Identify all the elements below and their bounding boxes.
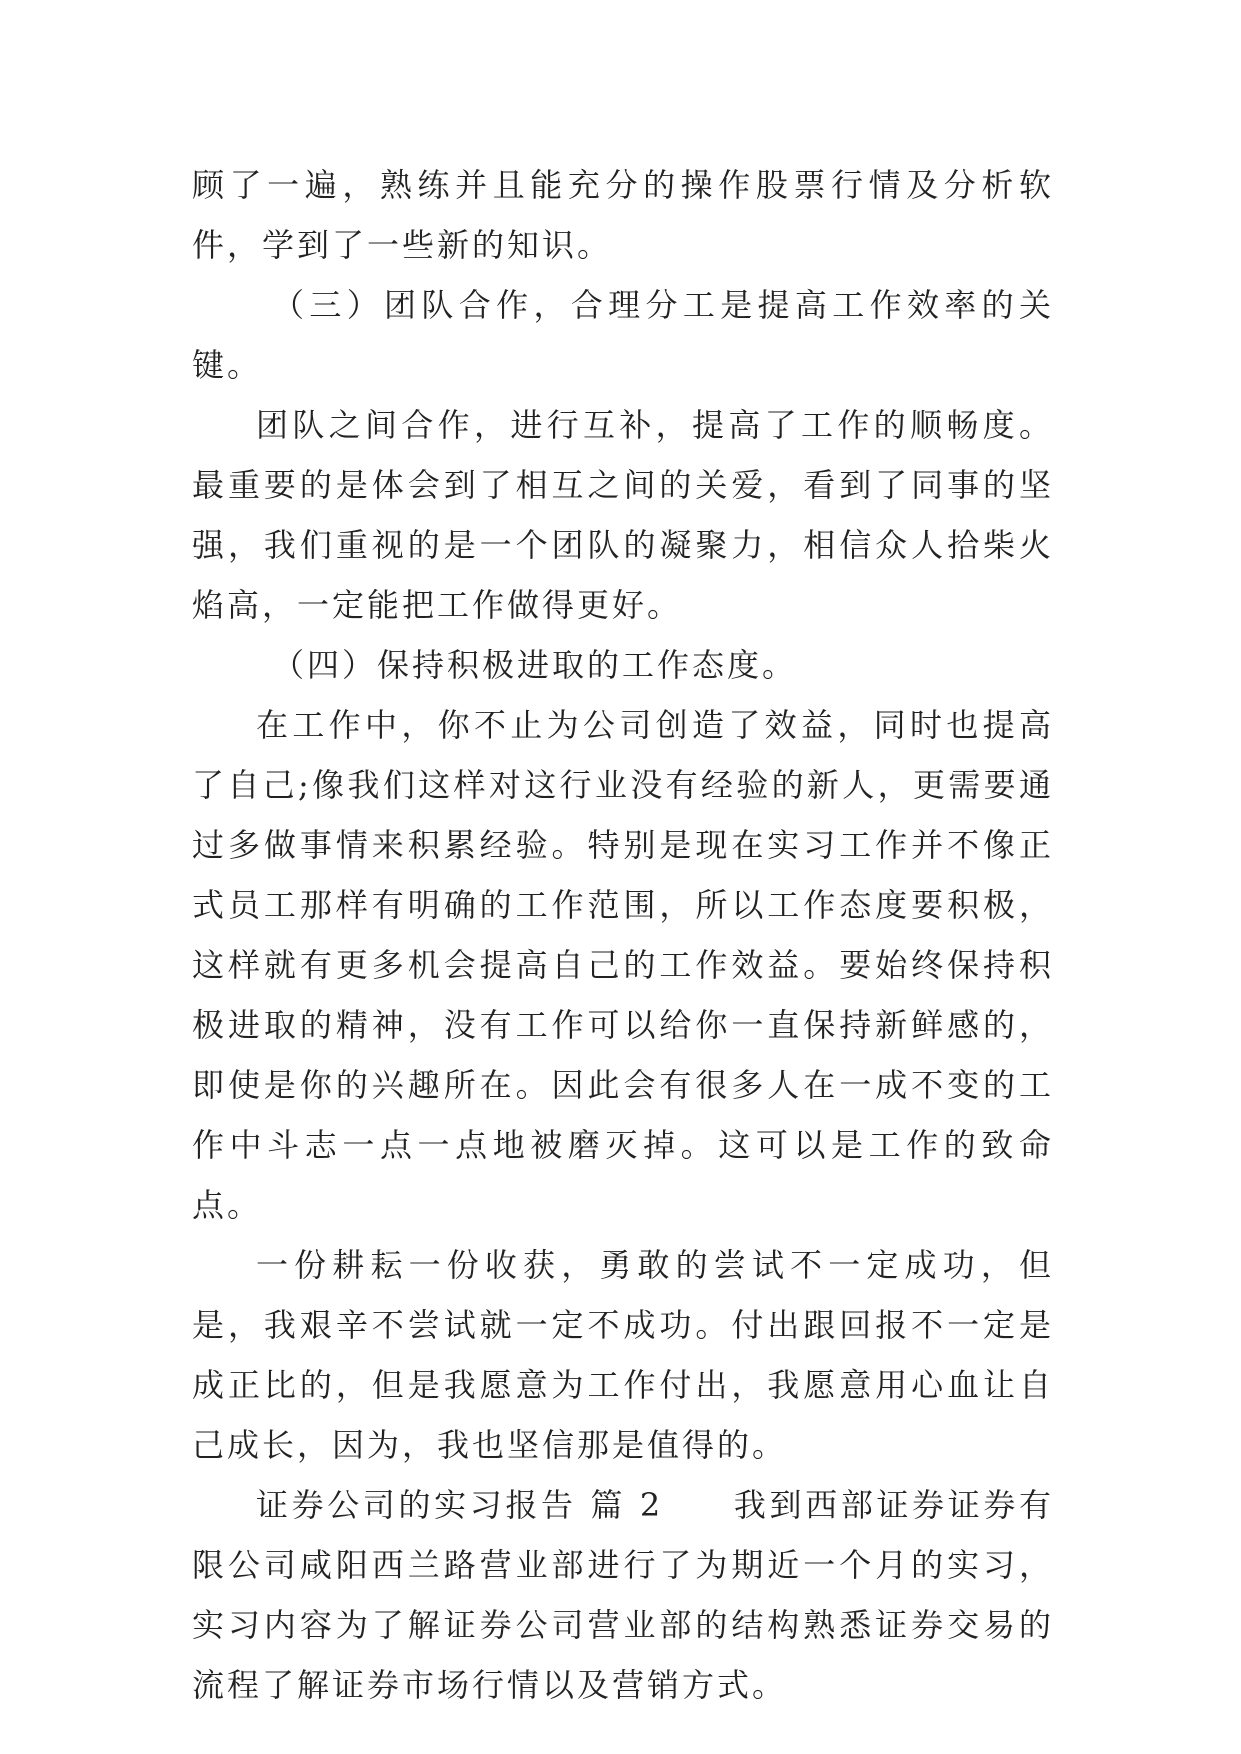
article-2-text: 我到西部证券证券有限公司咸阳西兰路营业部进行了为期近一个月的实习，实习内容为了解证券公司营业部的结构熟悉证券交易的流程了解证券市场行情以及营销方式。 (192, 1486, 1054, 1704)
paragraph-attitude: 在工作中，你不止为公司创造了效益，同时也提高了自己;像我们这样对这行业没有经验的新人，更需要通过多做事情来积累经验。特别是现在实习工作并不像正式员工那样有明确的工作范围，所以工作态度要积极，这样就有更多机会提高自己的工作效益。要始终保持积极进取的精神，没有工作可以给你一直保持新鲜感的，即使是你的兴趣所在。因此会有很多人在一成不变的工作中斗志一点一点地被磨灭掉。这可以是工作的致命点。 (192, 706, 1054, 1224)
article-2-label: 篇 2 (590, 1486, 664, 1524)
section-heading-3: （三）团队合作，合理分工是提高工作效率的关键。 (192, 286, 1054, 384)
document-body (192, 155, 1054, 1715)
paragraph-teamwork: 团队之间合作，进行互补，提高了工作的顺畅度。最重要的是体会到了相互之间的关爱，看到了同事的坚强，我们重视的是一个团队的凝聚力，相信众人拾柴火焰高，一定能把工作做得更好。 (192, 406, 1054, 624)
article-2-title: 证券公司的实习报告 (256, 1486, 577, 1524)
paragraph-effort: 一份耕耘一份收获，勇敢的尝试不一定成功，但是，我艰辛不尝试就一定不成功。付出跟回报不一定是成正比的，但是我愿意为工作付出，我愿意用心血让自己成长，因为，我也坚信那是值得的。 (192, 1246, 1054, 1464)
section-heading-4: （四）保持积极进取的工作态度。 (272, 646, 798, 684)
article-2-intro (192, 1475, 1054, 1715)
paragraph-continuation: 顾了一遍，熟练并且能充分的操作股票行情及分析软件，学到了一些新的知识。 (192, 166, 1054, 264)
